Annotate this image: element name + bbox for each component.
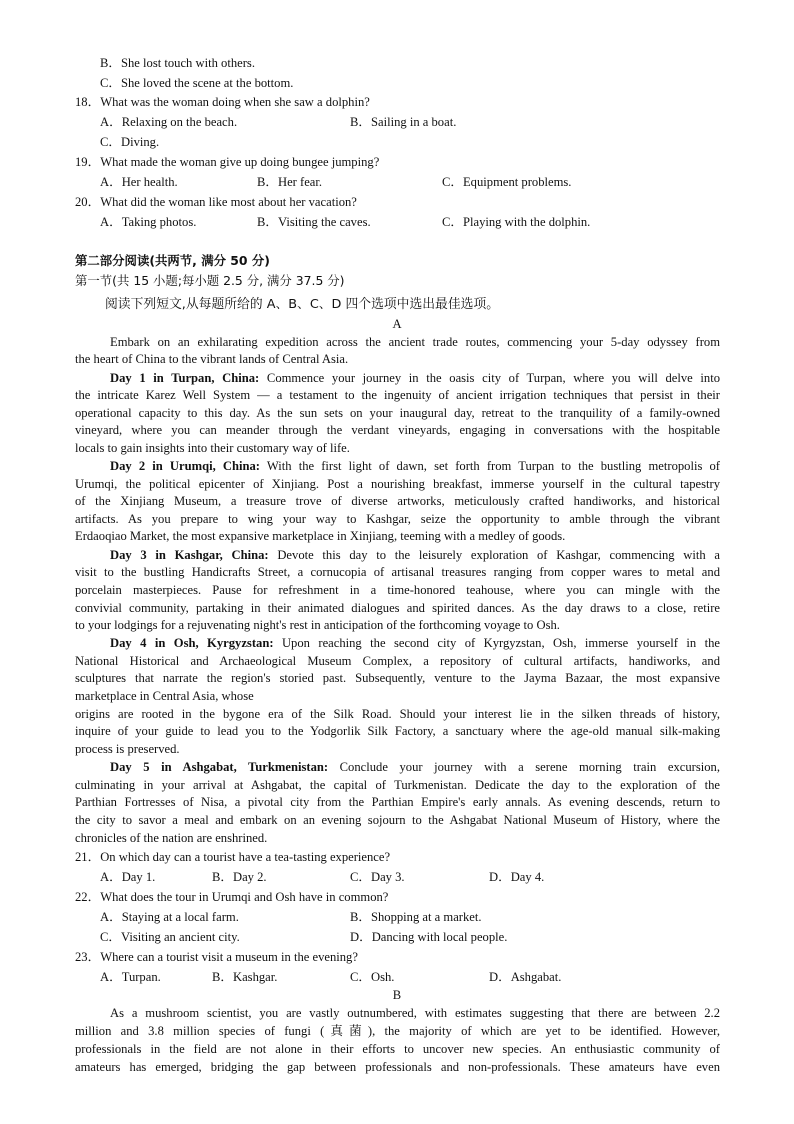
part-two-heading: 第二部分阅读(共两节, 满分 50 分) [75,253,270,268]
day-1-first-text: Commence your journey in the oasis city of Turpan, where you will delve into [259,371,721,385]
q21-option-d: D．Day 4. [489,870,545,884]
day-3-title: Day 3 in Kashgar, China: [110,548,269,562]
passage-b-line: professionals in the field are not alone in their efforts to uncover new species. An enthusiastic community of [75,1042,720,1056]
option-c: C．She loved the scene at the bottom. [100,76,294,90]
day-2-line: Erdaoqiao Market, the most expansive marketplace in Xinjiang, teeming with a medley of goods. [75,529,566,543]
reading-instruction: 阅读下列短文,从每题所给的 A、B、C、D 四个选项中选出最佳选项。 [105,297,500,312]
day-4-title: Day 4 in Osh, Kyrgyzstan: [110,636,274,650]
q18-option-a: A．Relaxing on the beach. [100,115,238,129]
day-1-line: the intricate Karez Well System — a testament to the ingenuity of ancient irrigation techniques that persist in their [75,388,720,402]
passage-b-line: amateurs has emerged, bridging the gap between professionals and non-professionals. These amateurs have even [75,1060,720,1074]
q21-option-c: C．Day 3. [350,870,405,884]
day-4-line: National Historical and Archaeological Museum Complex, a repository of cultural artifacts, handiworks, and [75,654,720,668]
q23-option-c: C．Osh. [350,970,395,984]
q18-option-b: B．Sailing in a boat. [350,115,457,129]
q22-option-a: A．Staying at a local farm. [100,910,239,924]
q23-option-d: D．Ashgabat. [489,970,562,984]
day-5-line: culminating in your arrival at Ashgabat, the capital of Turkmenistan. Dedicate the day to the exploration of the [75,778,720,792]
day-5-line: the city to savor a meal and embark on an evening sojourn to the Ashgabat National Museum of History, where the [75,813,720,827]
day-5-line: Parthian Fortresses of Nisa, a pivotal city from the Parthian Empire's early annals. As evening descends, return to [75,795,720,809]
day-2-line: artifacts. As you prepare to wing your way to Kashgar, seize the opportunity to amble through the vibrant [75,512,720,526]
day-3-first-line [110,547,720,565]
q20-option-a: A．Taking photos. [100,215,197,229]
day-2-first-line [110,458,720,476]
passage-b-line: million and 3.8 million species of fungi (真菌), the majority of which are yet to be identified. However, [75,1024,720,1038]
day-2-title: Day 2 in Urumqi, China: [110,459,260,473]
q23-option-b: B．Kashgar. [212,970,278,984]
q19-option-a: A．Her health. [100,175,178,189]
q21-option-b: B．Day 2. [212,870,267,884]
passage-a-intro-line-1: Embark on an exhilarating expedition across the ancient trade routes, commencing your 5-day odyssey from [110,335,720,349]
question-20-stem: 20．What did the woman like most about her vacation? [75,195,357,209]
passage-a-intro-line-2: the heart of China to the vibrant lands of Central Asia. [75,352,349,366]
day-3-line: visit to the bustling Handicrafts Street, a cornucopia of artisanal treasures ranging from copper wares to metal and [75,565,720,579]
section-one-heading: 第一节(共 15 小题;每小题 2.5 分, 满分 37.5 分) [75,273,345,288]
q22-option-b: B．Shopping at a market. [350,910,482,924]
day-1-line: operational capacity to this day. As the sun sets on your inaugural day, retreat to the tranquility of a family-owned [75,406,720,420]
day-5-first-text: Conclude your journey with a serene morning train excursion, [328,760,720,774]
question-18-stem: 18．What was the woman doing when she saw a dolphin? [75,95,370,109]
day-1-first-line [110,370,720,388]
passage-a-label: A [392,317,402,331]
day-2-line: Urumqi, the political epicenter of Xinjiang. Post a nourishing breakfast, immerse yourself in the cultural tapestry [75,477,720,491]
day-4-line: marketplace in Central Asia, whose [75,689,254,703]
day-2-line: of the Xinjiang Museum, a treasure trove of diverse artworks, meticulously crafted handiworks, and historical [75,494,720,508]
passage-b-line: As a mushroom scientist, you are vastly outnumbered, with estimates suggesting that there are between 2.2 [110,1006,720,1020]
day-5-first-line [110,759,720,777]
q21-option-a: A．Day 1. [100,870,156,884]
day-5-line: chronicles of the nation are enshrined. [75,831,268,845]
question-23-stem: 23．Where can a tourist visit a museum in the evening? [75,950,358,964]
q22-option-d: D．Dancing with local people. [350,930,508,944]
day-3-first-text: Devote this day to the leisurely exploration of Kashgar, commencing with a [268,548,720,562]
q19-option-b: B．Her fear. [257,175,323,189]
day-3-line: convivial community, partaking in their animated dialogues and spirited dances. As the day draws to a close, retire [75,601,720,615]
q20-option-b: B．Visiting the caves. [257,215,371,229]
day-4-line: origins are rooted in the bygone era of the Silk Road. Should your interest lie in the silken threads of history, [75,707,720,721]
question-21-stem: 21．On which day can a tourist have a tea-tasting experience? [75,850,391,864]
day-3-line: to your lodgings for a rejuvenating night's rest in anticipation of the forthcoming voyage to Osh. [75,618,560,632]
option-b: B．She lost touch with others. [100,56,255,70]
q23-option-a: A．Turpan. [100,970,161,984]
day-1-line: vineyard, where you can meander through the verdant vineyards, engaging in conversations with the hospitable [75,423,720,437]
passage-b-label: B [392,988,402,1002]
question-22-stem: 22．What does the tour in Urumqi and Osh have in common? [75,890,389,904]
day-1-title: Day 1 in Turpan, China: [110,371,260,385]
day-4-line: sculptures that narrate the region's storied past. Subsequently, venture to the Jayma Bazaar, the most expansive [75,671,720,685]
question-19-stem: 19．What made the woman give up doing bungee jumping? [75,155,380,169]
day-4-line: process is preserved. [75,742,180,756]
q18-option-c: C．Diving. [100,135,160,149]
day-4-first-line [110,635,720,653]
q22-option-c: C．Visiting an ancient city. [100,930,240,944]
day-4-first-text: Upon reaching the second city of Kyrgyzstan, Osh, immerse yourself in the [273,636,721,650]
day-3-line: porcelain masterpieces. Pause for refreshment in a time-honored teahouse, where you can mingle with the [75,583,720,597]
q20-option-c: C．Playing with the dolphin. [442,215,591,229]
day-4-line: inquire of your guide to lead you to the Yodgorlik Silk Factory, a sanctuary where the age-old manual silk-making [75,724,720,738]
day-1-line: locals to gain insights into their customary way of life. [75,441,350,455]
day-5-title: Day 5 in Ashgabat, Turkmenistan: [110,760,329,774]
day-2-first-text: With the first light of dawn, set forth from Turpan to the bustling metropolis of [259,459,720,473]
q19-option-c: C．Equipment problems. [442,175,572,189]
